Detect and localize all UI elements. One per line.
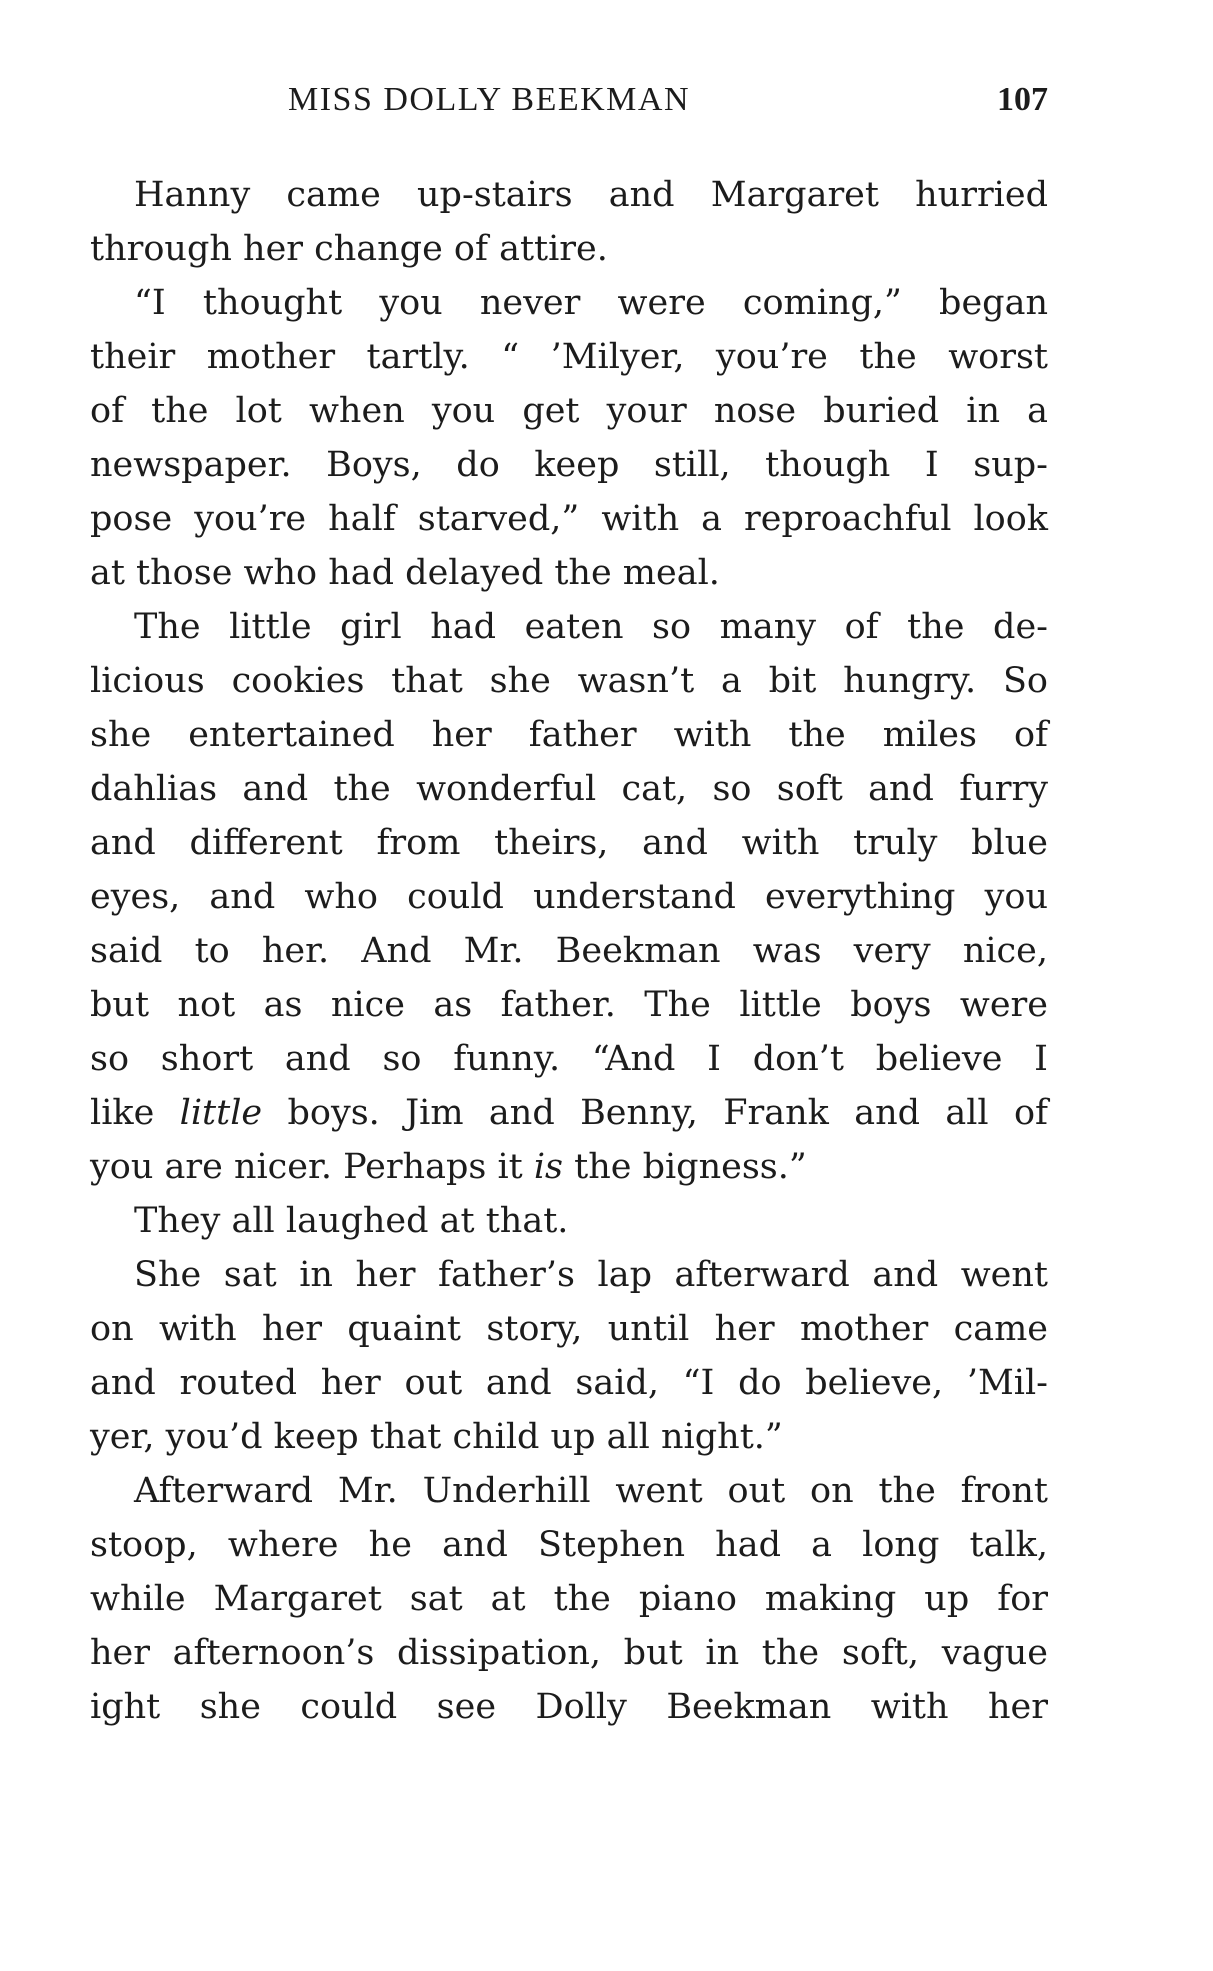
text-line — [90, 276, 1048, 330]
text-segment: licious cookies that she wasn’t a bit hungry. So — [90, 661, 1048, 701]
text-line — [90, 1410, 1048, 1464]
text-line — [90, 816, 1048, 870]
text-segment: Hanny came up-stairs and Margaret hurried — [134, 175, 1048, 215]
text-segment: their mother tartly. “ ’Milyer, you’re the worst — [90, 337, 1048, 377]
text-segment: through her change of attire. — [90, 229, 608, 269]
text-segment: dahlias and the wonderful cat, so soft and furry — [90, 769, 1048, 809]
text-segment: yer, you’d keep that child up all night.” — [90, 1417, 783, 1457]
text-segment: you are nicer. Perhaps it — [90, 1147, 534, 1187]
italic-word: is — [533, 1147, 563, 1187]
text-line — [90, 384, 1048, 438]
text-segment: of the lot when you get your nose buried in a — [90, 391, 1048, 431]
text-line — [90, 708, 1048, 762]
text-line — [90, 1194, 1048, 1248]
text-segment: They all laughed at that. — [134, 1201, 569, 1241]
text-line — [90, 492, 1048, 546]
text-segment: but not as nice as father. The little boys were — [90, 985, 1048, 1025]
text-line — [90, 1086, 1048, 1140]
text-segment: Afterward Mr. Underhill went out on the front — [134, 1471, 1048, 1511]
text-segment: her afternoon’s dissipation, but in the soft, vague — [90, 1633, 1048, 1673]
text-segment: pose you’re half starved,” with a reproachful look — [90, 499, 1048, 539]
text-line — [90, 1680, 1048, 1734]
text-line — [90, 1626, 1048, 1680]
text-segment: eyes, and who could understand everything you — [90, 877, 1048, 917]
text-segment: she entertained her father with the miles of — [90, 715, 1048, 755]
body-text — [90, 168, 1048, 1734]
text-line — [90, 600, 1048, 654]
text-segment: the bigness.” — [563, 1147, 807, 1187]
text-segment: said to her. And Mr. Beekman was very nice, — [90, 931, 1048, 971]
text-line — [90, 1464, 1048, 1518]
text-line — [90, 168, 1048, 222]
running-head — [90, 78, 1048, 122]
text-line — [90, 222, 1048, 276]
text-line — [90, 330, 1048, 384]
text-segment: on with her quaint story, until her mother came — [90, 1309, 1048, 1349]
text-line — [90, 762, 1048, 816]
text-segment: stoop, where he and Stephen had a long talk, — [90, 1525, 1048, 1565]
text-line — [90, 1140, 1048, 1194]
text-line — [90, 1248, 1048, 1302]
text-segment: newspaper. Boys, do keep still, though I sup- — [90, 445, 1048, 485]
text-line — [90, 1032, 1048, 1086]
running-title: MISS DOLLY BEEKMAN — [288, 81, 691, 118]
text-segment: while Margaret sat at the piano making up for — [90, 1579, 1048, 1619]
text-segment: She sat in her father’s lap afterward and went — [134, 1255, 1048, 1295]
text-segment: ight she could see Dolly Beekman with her — [90, 1687, 1048, 1727]
text-line — [90, 1518, 1048, 1572]
text-segment: “I thought you never were coming,” began — [134, 283, 1048, 323]
text-segment: and routed her out and said, “I do believe, ’Mil- — [90, 1363, 1048, 1403]
text-line — [90, 870, 1048, 924]
text-line — [90, 1356, 1048, 1410]
text-line — [90, 924, 1048, 978]
text-segment: boys. Jim and Benny, Frank and all of — [262, 1093, 1049, 1133]
text-line — [90, 438, 1048, 492]
italic-word: little — [179, 1093, 263, 1133]
text-line — [90, 1302, 1048, 1356]
text-line — [90, 978, 1048, 1032]
text-segment: so short and so funny. “And I don’t believe I — [90, 1039, 1048, 1079]
text-segment: The little girl had eaten so many of the de- — [134, 607, 1048, 647]
text-segment: at those who had delayed the meal. — [90, 553, 720, 593]
text-segment: like — [90, 1093, 180, 1133]
text-line — [90, 654, 1048, 708]
text-line — [90, 546, 1048, 600]
page-number: 107 — [997, 81, 1048, 118]
text-segment: and different from theirs, and with truly blue — [90, 823, 1048, 863]
text-line — [90, 1572, 1048, 1626]
